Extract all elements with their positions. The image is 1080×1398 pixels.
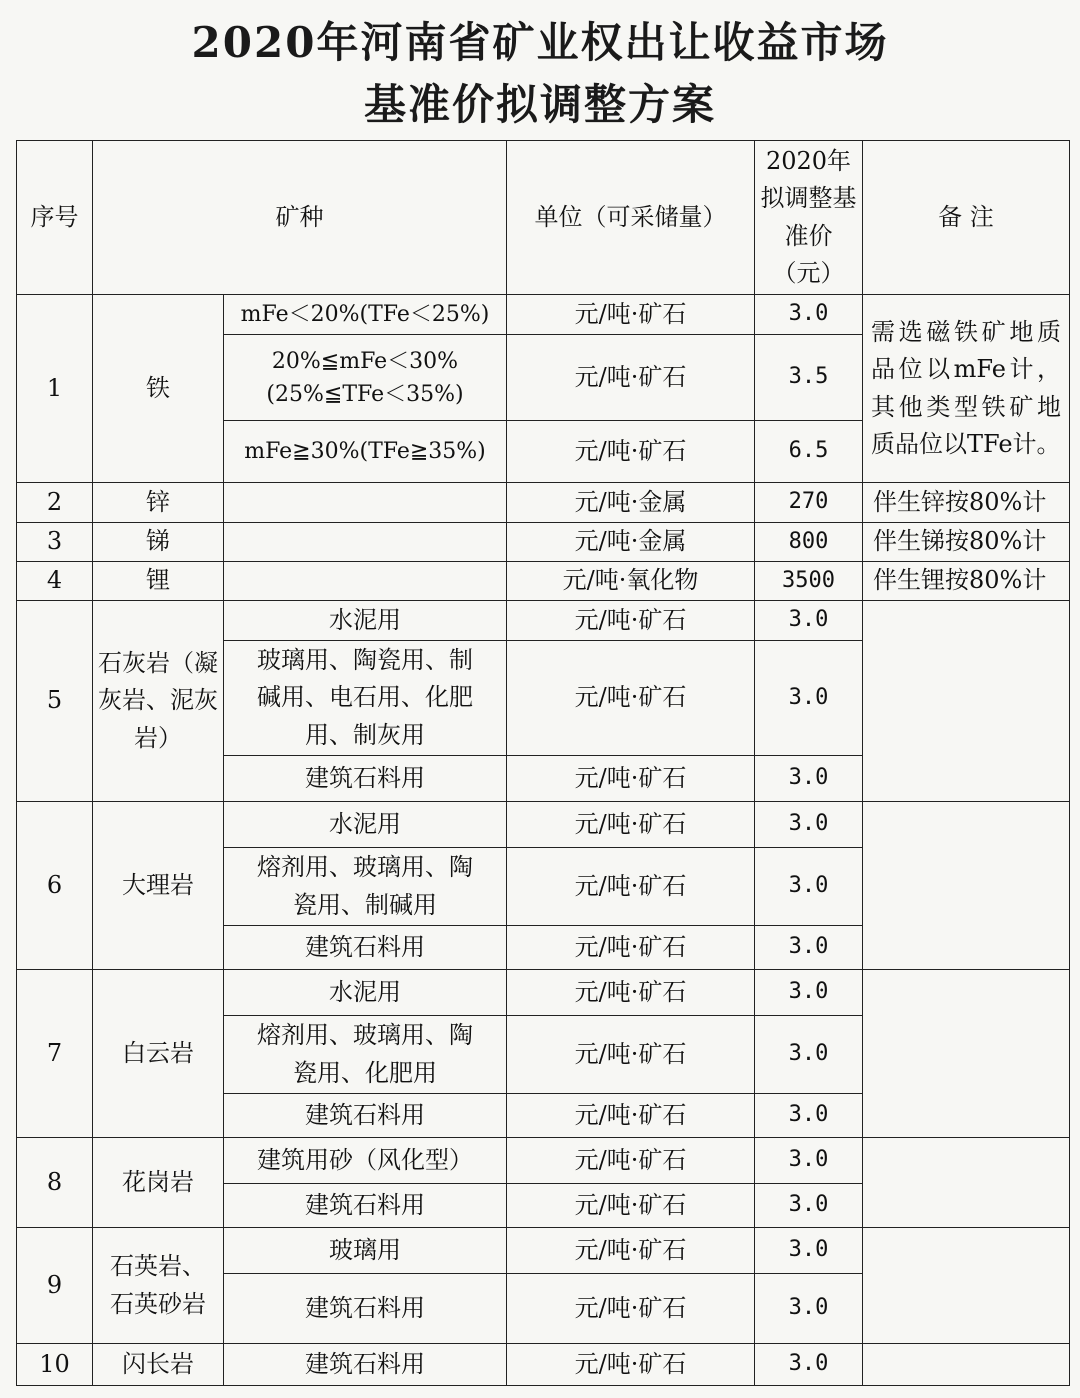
use-cell [224,483,507,523]
unit-cell: 元/吨·矿石 [507,421,755,483]
use-cell: 玻璃用 [224,1228,507,1274]
use-cell: 建筑石料用 [224,926,507,970]
unit-cell: 元/吨·矿石 [507,1228,755,1274]
unit-cell: 元/吨·矿石 [507,1138,755,1184]
mineral-name: 石灰岩（凝灰岩、泥灰岩） [93,601,224,802]
note-cell [863,601,1070,802]
mineral-name: 锂 [93,562,224,601]
unit-cell: 元/吨·矿石 [507,1344,755,1386]
price-cell: 3.0 [755,641,863,756]
note-cell: 需选磁铁矿地质品位以mFe计，其他类型铁矿地质品位以TFe计。 [863,295,1070,483]
row-no: 10 [17,1344,93,1386]
table-row [17,1228,1070,1274]
unit-cell: 元/吨·氧化物 [507,562,755,601]
header-no: 序号 [17,141,93,295]
mineral-name: 锑 [93,523,224,562]
price-cell: 3.5 [755,335,863,421]
price-cell: 3.0 [755,802,863,848]
header-unit: 单位（可采储量） [507,141,755,295]
mineral-name: 锌 [93,483,224,523]
unit-cell: 元/吨·矿石 [507,1016,755,1094]
unit-cell: 元/吨·矿石 [507,335,755,421]
use-cell: 水泥用 [224,802,507,848]
unit-cell: 元/吨·金属 [507,523,755,562]
unit-cell: 元/吨·矿石 [507,1094,755,1138]
row-no: 1 [17,295,93,483]
price-cell: 3.0 [755,295,863,335]
note-cell [863,1344,1070,1386]
unit-cell: 元/吨·矿石 [507,970,755,1016]
price-cell: 3.0 [755,1184,863,1228]
use-cell: 建筑用砂（风化型） [224,1138,507,1184]
price-cell: 3.0 [755,1228,863,1274]
row-no: 6 [17,802,93,970]
unit-cell: 元/吨·矿石 [507,802,755,848]
table-row [17,523,1070,562]
row-no: 5 [17,601,93,802]
table-row [17,295,1070,335]
unit-cell: 元/吨·矿石 [507,641,755,756]
price-cell: 3.0 [755,1274,863,1344]
price-cell: 3.0 [755,926,863,970]
use-cell: 建筑石料用 [224,756,507,802]
note-cell [863,970,1070,1138]
table-row [17,802,1070,848]
note-cell [863,1138,1070,1228]
note-cell [863,1228,1070,1344]
row-no: 8 [17,1138,93,1228]
unit-cell: 元/吨·矿石 [507,926,755,970]
price-cell: 3.0 [755,601,863,641]
grade-cell: mFe＜20%(TFe＜25%) [224,295,507,335]
mineral-name: 闪长岩 [93,1344,224,1386]
price-cell: 3500 [755,562,863,601]
unit-cell: 元/吨·矿石 [507,1274,755,1344]
note-cell: 伴生锂按80%计 [863,562,1070,601]
note-cell: 伴生锌按80%计 [863,483,1070,523]
unit-cell: 元/吨·金属 [507,483,755,523]
note-cell: 伴生锑按80%计 [863,523,1070,562]
row-no: 9 [17,1228,93,1344]
price-cell: 3.0 [755,756,863,802]
use-cell [224,523,507,562]
price-cell: 270 [755,483,863,523]
price-cell: 3.0 [755,970,863,1016]
grade-cell: 20%≦mFe＜30%(25%≦TFe＜35%) [224,335,507,421]
use-cell: 建筑石料用 [224,1344,507,1386]
price-cell: 3.0 [755,1344,863,1386]
table-row [17,562,1070,601]
unit-cell: 元/吨·矿石 [507,1184,755,1228]
header-row [17,141,1070,295]
grade-cell: mFe≧30%(TFe≧35%) [224,421,507,483]
use-cell: 熔剂用、玻璃用、陶瓷用、化肥用 [224,1016,507,1094]
mineral-name: 花岗岩 [93,1138,224,1228]
unit-cell: 元/吨·矿石 [507,756,755,802]
use-cell: 水泥用 [224,601,507,641]
table-row [17,1344,1070,1386]
table-row [17,970,1070,1016]
price-cell: 6.5 [755,421,863,483]
row-no: 3 [17,523,93,562]
table-row [17,1138,1070,1184]
row-no: 7 [17,970,93,1138]
header-note: 备 注 [863,141,1070,295]
note-cell [863,802,1070,970]
mineral-name: 石英岩、石英砂岩 [93,1228,224,1344]
row-no: 2 [17,483,93,523]
document-title-line2: 基准价拟调整方案 [363,80,716,129]
use-cell: 建筑石料用 [224,1184,507,1228]
mineral-name: 铁 [93,295,224,483]
price-cell: 3.0 [755,1016,863,1094]
unit-cell: 元/吨·矿石 [507,295,755,335]
use-cell: 建筑石料用 [224,1094,507,1138]
mineral-name: 大理岩 [93,802,224,970]
use-cell: 水泥用 [224,970,507,1016]
table-row [17,601,1070,641]
price-cell: 3.0 [755,1138,863,1184]
price-cell: 3.0 [755,848,863,926]
mineral-name: 白云岩 [93,970,224,1138]
price-cell: 3.0 [755,1094,863,1138]
use-cell: 玻璃用、陶瓷用、制碱用、电石用、化肥用、制灰用 [224,641,507,756]
document-title-line1: 2020年河南省矿业权出让收益市场 [191,18,889,67]
use-cell: 熔剂用、玻璃用、陶瓷用、制碱用 [224,848,507,926]
use-cell [224,562,507,601]
row-no: 4 [17,562,93,601]
use-cell: 建筑石料用 [224,1274,507,1344]
table-row [17,483,1070,523]
header-price: 2020年拟调整基准价（元） [755,141,863,295]
price-cell: 800 [755,523,863,562]
unit-cell: 元/吨·矿石 [507,848,755,926]
price-table [16,140,1070,1386]
header-mineral: 矿种 [93,141,507,295]
unit-cell: 元/吨·矿石 [507,601,755,641]
